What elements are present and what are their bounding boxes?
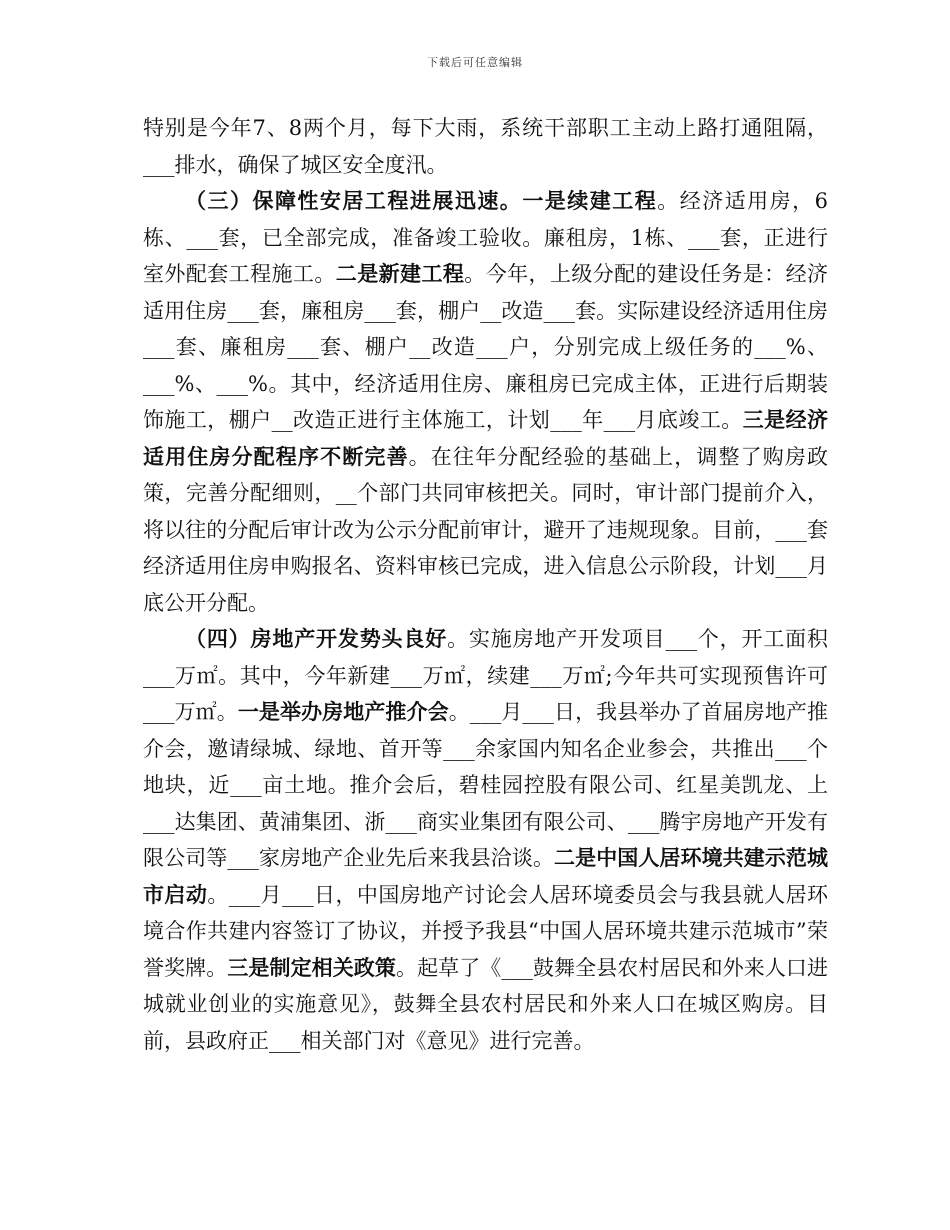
- section-heading-3: （三）保障性安居工程进展迅速。: [185, 188, 523, 213]
- paragraph-3-text-3: 。___月___日，中国房地产讨论会人居环境委员会与我县就人居环境合作共建内容签订了协议，并授予我县“中国人居环境共建示范城市”荣誉奖牌。: [143, 882, 829, 980]
- paragraph-3-text-1: 。实施房地产开发项目___个，开工面积___万㎡。其中，今年新建___万㎡，续建___万㎡;今年共可实现预售许可___万㎡。: [143, 627, 829, 724]
- paragraph-1: [143, 110, 828, 183]
- subheading-continuing-projects: 一是续建工程: [522, 188, 658, 213]
- section-heading-4: （四）房地产开发势头良好: [185, 626, 448, 651]
- paragraph-3-text-4: 。起草了《___鼓舞全县农村居民和外来人口进城就业创业的实施意见》，鼓舞全县农村居民和外来人口在城区购房。目前，县政府正___相关部门对《意见》进行完善。: [143, 955, 829, 1053]
- paragraph-2: [143, 183, 828, 621]
- subheading-policies: 三是制定相关政策: [227, 954, 396, 980]
- paragraph-2-text-2: 。今年，上级分配的建设任务是：经济适用住房___套，廉租房___套，棚户__改造___套。实际建设经济适用住房___套、廉租房___套、棚户__改造___户，分别完成上级任务的___%、___%、___%。其中，经济适用住房、廉租房已完成主体，正进行后期装饰施工，棚户__改造正进行主体施工，计划___年___月底竣工。: [143, 262, 829, 432]
- subheading-promotion-fair: 一是举办房地产推介会: [237, 699, 449, 724]
- paragraph-3: [143, 621, 828, 1059]
- paragraph-2-text-3: 。在往年分配经验的基础上，调整了购房政策，完善分配细则，__个部门共同审核把关。同时，审计部门提前介入，将以往的分配后审计改为公示分配前审计，避开了违规现象。目前，___套经济适用住房申购报名、资料审核已完成，进入信息公示阶段，计划___月底公开分配。: [143, 444, 829, 615]
- paragraph-1-text: 特别是今年7、8两个月，每下大雨，系统干部职工主动上路打通阻隔，___排水，确保了城区安全度汛。: [143, 116, 828, 177]
- subheading-allocation-procedure: 三是经济适用住房分配程序不断完善: [143, 407, 829, 469]
- subheading-demo-city: 二是中国人居环境共建示范城市启动: [143, 845, 828, 907]
- paragraph-2-text-1: 。经济适用房，6栋、___套，已全部完成，准备竣工验收。廉租房，1栋、___套，正进行室外配套工程施工。: [143, 189, 829, 286]
- page-header: 下载后可任意编辑: [427, 56, 523, 69]
- paragraph-3-text-2: 。___月___日，我县举办了首届房地产推介会，邀请绿城、绿地、首开等___余家国内知名企业参会，共推出___个地块，近___亩土地。推介会后，碧桂园控股有限公司、红星美凯龙、上___达集团、黄浦集团、浙___商实业集团有限公司、___腾宇房地产开发有限公司等___家房地产企业先后来我县洽谈。: [143, 700, 829, 870]
- document-body: [143, 110, 828, 1059]
- subheading-new-projects: 二是新建工程: [335, 261, 465, 286]
